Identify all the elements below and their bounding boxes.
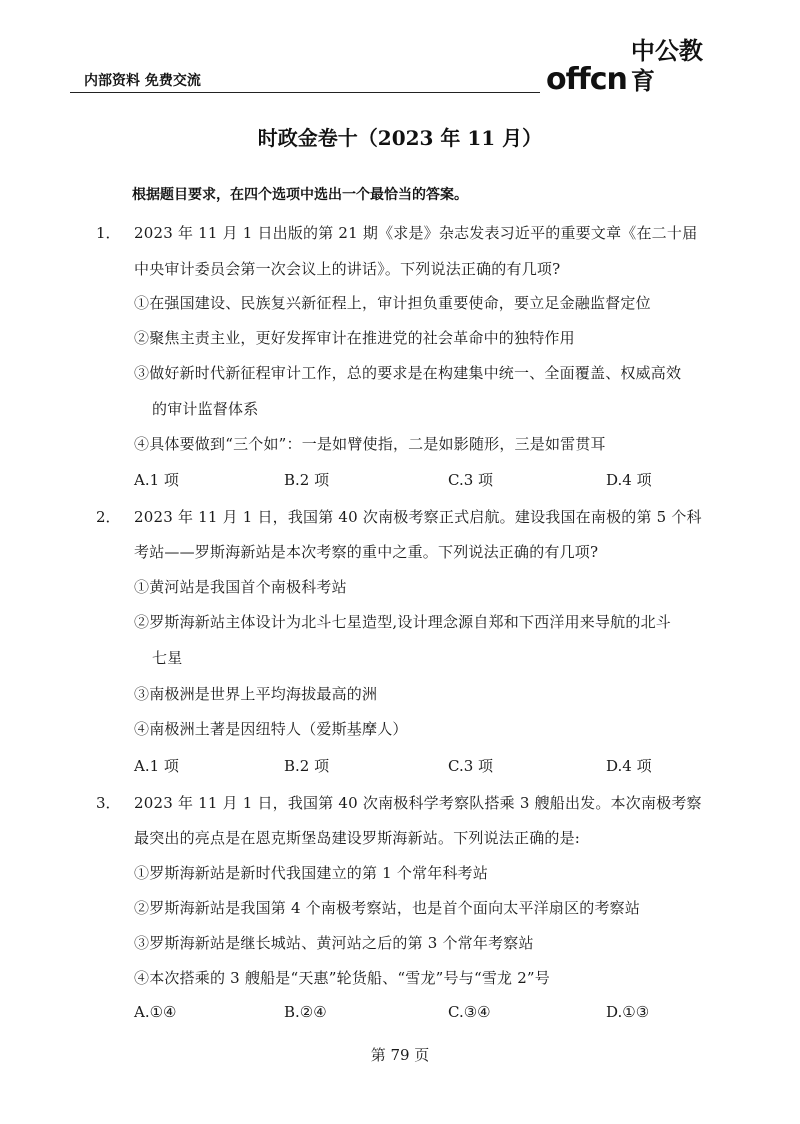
option-a: A.1 项	[134, 471, 179, 489]
statement-line: ①黄河站是我国首个南极科考站	[134, 578, 347, 596]
option-c: C.3 项	[448, 471, 494, 489]
option-d: D.①③	[606, 1003, 650, 1021]
question-number: 3．	[96, 794, 121, 812]
header-left-text: 内部资料 免费交流	[84, 73, 201, 89]
option-a: A.1 项	[134, 757, 179, 775]
statement-line: ④具体要做到“三个如”：一是如臂使指，二是如影随形，三是如雷贯耳	[134, 435, 606, 453]
instruction-text: 根据题目要求，在四个选项中选出一个最恰当的答案。	[132, 187, 468, 203]
question-stem-line: 中央审计委员会第一次会议上的讲话》。下列说法正确的有几项?	[134, 260, 561, 278]
statement-line: ③做好新时代新征程审计工作，总的要求是在构建集中统一、全面覆盖、权威高效	[134, 364, 682, 382]
option-b: B.2 项	[284, 757, 330, 775]
page-header	[70, 37, 710, 102]
statement-line: ②聚焦主责主业，更好发挥审计在推进党的社会革命中的独特作用	[134, 329, 575, 347]
statement-line: ②罗斯海新站是我国第 4 个南极考察站，也是首个面向太平洋扇区的考察站	[134, 899, 641, 917]
statement-line: 的审计监督体系	[152, 400, 259, 418]
page-title: 时政金卷十（2023 年 11 月）	[257, 126, 543, 150]
page-number: 第 79 页	[370, 1046, 430, 1064]
option-c: C.③④	[448, 1003, 491, 1021]
option-b: B.②④	[284, 1003, 327, 1021]
offcn-logo	[546, 37, 710, 97]
logo-cn-text: 中公教育	[630, 37, 703, 95]
statement-line: ①在强国建设、民族复兴新征程上，审计担负重要使命，要立足金融监督定位	[134, 294, 651, 312]
question-number: 2．	[96, 508, 121, 526]
statement-line: 七星	[152, 649, 183, 667]
statement-line: ④南极洲土著是因纽特人（爱斯基摩人）	[134, 720, 408, 738]
option-d: D.4 项	[606, 757, 652, 775]
question-stem-line: 考站——罗斯海新站是本次考察的重中之重。下列说法正确的有几项?	[134, 543, 599, 561]
option-c: C.3 项	[448, 757, 494, 775]
option-b: B.2 项	[284, 471, 330, 489]
statement-line: ①罗斯海新站是新时代我国建立的第 1 个常年科考站	[134, 864, 489, 882]
logo-en-text: offcn	[546, 62, 627, 97]
question-stem-line: 2023 年 11 月 1 日出版的第 21 期《求是》杂志发表习近平的重要文章《在二十届	[134, 224, 698, 242]
question-stem-line: 2023 年 11 月 1 日，我国第 40 次南极科学考察队搭乘 3 艘船出发。本次南极考察	[134, 794, 702, 812]
statement-line: ③南极洲是世界上平均海拔最高的洲	[134, 685, 378, 703]
statement-line: ②罗斯海新站主体设计为北斗七星造型,设计理念源自郑和下西洋用来导航的北斗	[134, 613, 671, 631]
option-a: A.①④	[134, 1003, 177, 1021]
option-d: D.4 项	[606, 471, 652, 489]
statement-line: ③罗斯海新站是继长城站、黄河站之后的第 3 个常年考察站	[134, 934, 534, 952]
header-rule	[70, 92, 540, 93]
question-number: 1．	[96, 224, 121, 242]
statement-line: ④本次搭乘的 3 艘船是“天惠”轮货船、“雪龙”号与“雪龙 2”号	[134, 969, 551, 987]
question-stem-line: 最突出的亮点是在恩克斯堡岛建设罗斯海新站。下列说法正确的是:	[134, 829, 581, 847]
question-stem-line: 2023 年 11 月 1 日，我国第 40 次南极考察正式启航。建设我国在南极的第 5 个科	[134, 508, 702, 526]
